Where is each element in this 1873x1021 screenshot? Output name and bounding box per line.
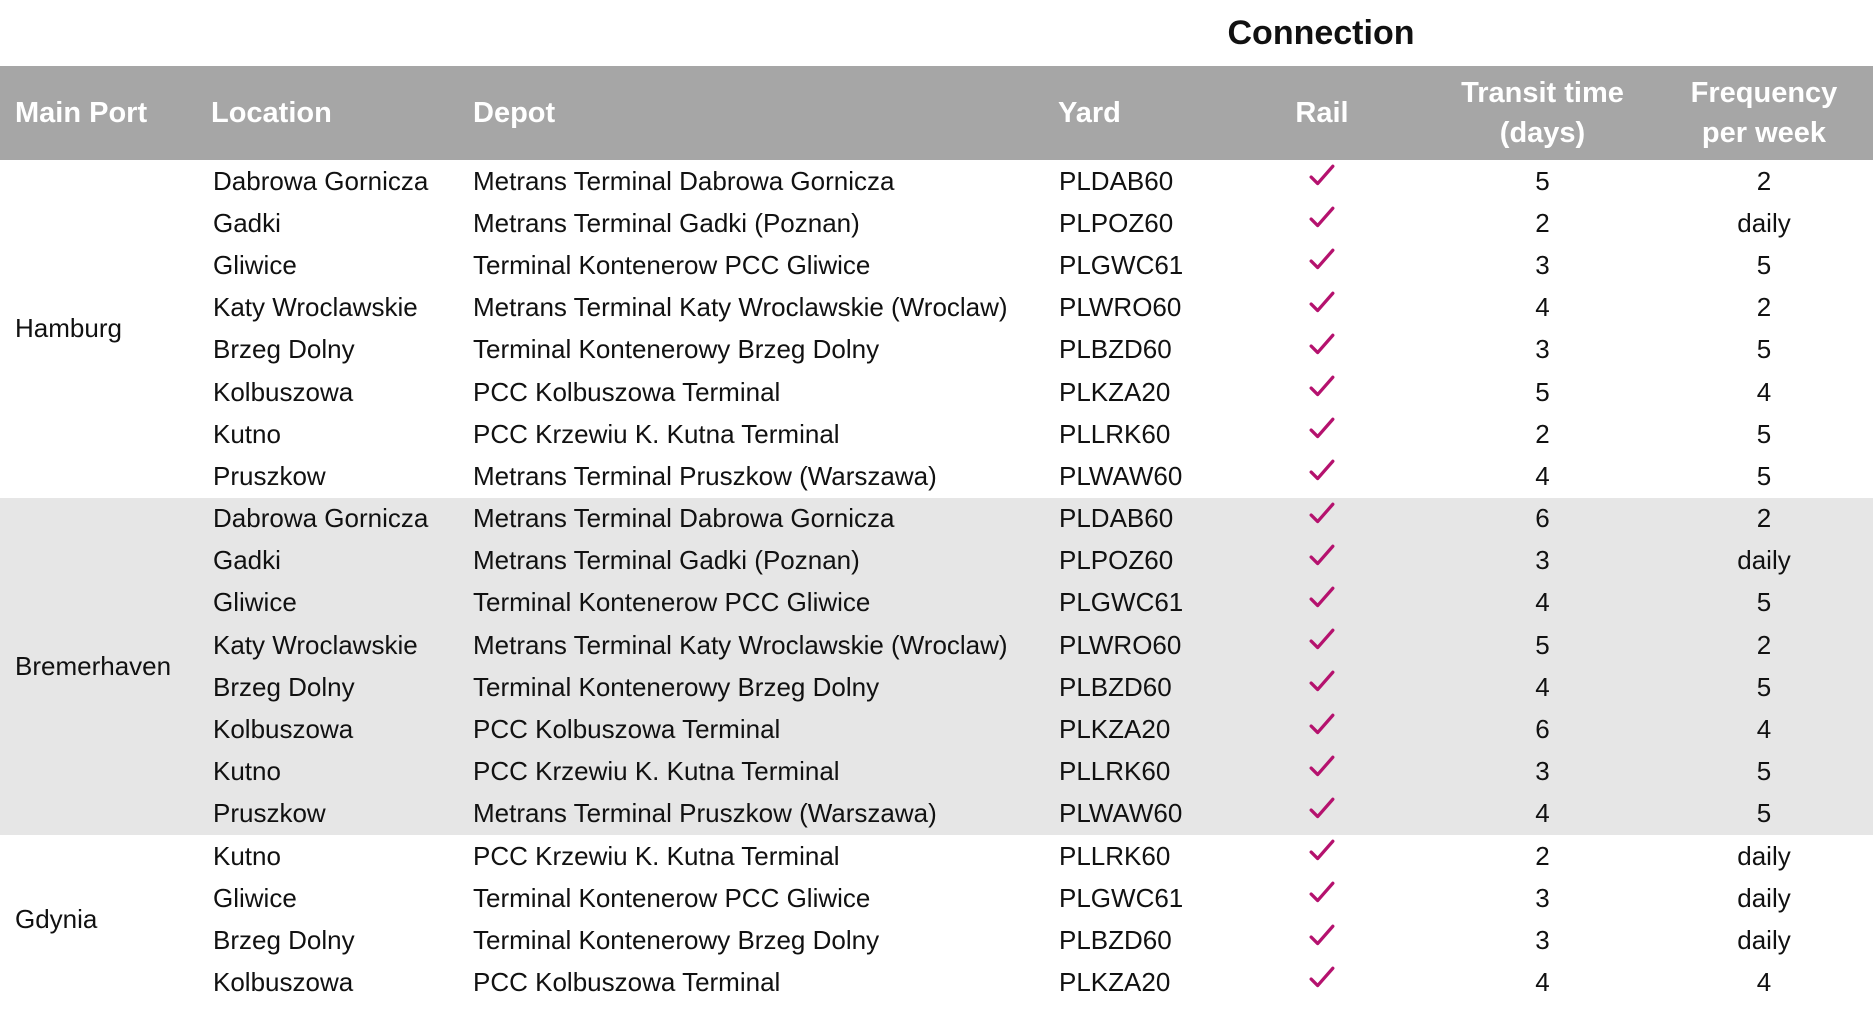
table-row (0, 413, 1873, 455)
table-row (0, 920, 1873, 962)
header-frequency (1655, 66, 1873, 160)
rail-cell (1252, 624, 1392, 666)
frequency-cell: 5 (1756, 249, 1772, 280)
frequency-cell: 5 (1756, 756, 1772, 787)
rail-cell (1252, 835, 1392, 877)
depot-cell: Metrans Terminal Katy Wroclawskie (Wroclaw) (473, 629, 1008, 660)
rail-cell (1252, 202, 1392, 244)
frequency-cell: daily (1737, 840, 1791, 871)
header-main-port: Main Port (15, 97, 148, 129)
table-row (0, 793, 1873, 835)
table-row (0, 287, 1873, 329)
yard-cell: PLLRK60 (1059, 418, 1171, 449)
rail-cell (1252, 498, 1392, 540)
rail-cell (1252, 244, 1392, 286)
check-icon (1309, 838, 1335, 864)
yard-cell: PLWAW60 (1059, 798, 1183, 829)
table-row (0, 455, 1873, 497)
rail-cell (1252, 329, 1392, 371)
depot-cell: Terminal Kontenerowy Brzeg Dolny (473, 925, 880, 956)
transit-time-cell: 2 (1535, 418, 1550, 449)
check-icon (1309, 585, 1335, 611)
location-cell: Dabrowa Gornicza (213, 165, 429, 196)
frequency-cell: daily (1737, 925, 1791, 956)
table-row (0, 962, 1873, 1004)
depot-cell: PCC Kolbuszowa Terminal (473, 967, 781, 998)
transit-time-cell: 4 (1535, 967, 1550, 998)
transit-time-cell: 6 (1535, 714, 1550, 745)
depot-cell: Metrans Terminal Katy Wroclawskie (Wroclaw) (473, 292, 1008, 323)
frequency-cell: 5 (1756, 334, 1772, 365)
check-icon (1309, 796, 1335, 822)
connection-super-header: Connection (1212, 0, 1430, 68)
yard-cell: PLBZD60 (1059, 925, 1172, 956)
check-icon (1309, 627, 1335, 653)
rail-cell (1252, 413, 1392, 455)
yard-cell: PLPOZ60 (1059, 545, 1174, 576)
yard-cell: PLWRO60 (1059, 292, 1182, 323)
transit-time-cell: 5 (1535, 629, 1550, 660)
rail-cell (1252, 666, 1392, 708)
frequency-cell: 5 (1756, 798, 1772, 829)
yard-cell: PLDAB60 (1059, 165, 1174, 196)
table-row (0, 751, 1873, 793)
yard-cell: PLKZA20 (1059, 376, 1171, 407)
header-transit-line1: Transit time (1461, 77, 1624, 109)
rail-cell (1252, 962, 1392, 1004)
table-row (0, 160, 1873, 202)
transit-time-cell: 2 (1535, 207, 1550, 238)
table-header-row (0, 66, 1873, 160)
check-icon (1309, 501, 1335, 527)
port-group (0, 835, 1873, 1004)
rail-cell (1252, 793, 1392, 835)
transit-time-cell: 5 (1535, 165, 1550, 196)
location-cell: Pruszkow (213, 460, 326, 491)
location-cell: Kolbuszowa (213, 967, 354, 998)
depot-cell: Terminal Kontenerow PCC Gliwice (473, 249, 871, 280)
location-cell: Gadki (213, 207, 281, 238)
table-row (0, 877, 1873, 919)
location-cell: Gliwice (213, 249, 297, 280)
table-row (0, 540, 1873, 582)
table-row (0, 244, 1873, 286)
location-cell: Kolbuszowa (213, 714, 354, 745)
rail-cell (1252, 371, 1392, 413)
header-location: Location (211, 97, 332, 129)
frequency-cell: 2 (1756, 165, 1772, 196)
rail-cell (1252, 540, 1392, 582)
check-icon (1309, 332, 1335, 358)
yard-cell: PLDAB60 (1059, 503, 1174, 534)
table-row (0, 582, 1873, 624)
depot-cell: Terminal Kontenerow PCC Gliwice (473, 882, 871, 913)
frequency-cell: 2 (1756, 292, 1772, 323)
frequency-cell: 5 (1756, 460, 1772, 491)
depot-cell: Metrans Terminal Dabrowa Gornicza (473, 165, 895, 196)
transit-time-cell: 3 (1535, 545, 1550, 576)
depot-cell: PCC Kolbuszowa Terminal (473, 376, 781, 407)
check-icon (1309, 416, 1335, 442)
depot-cell: Metrans Terminal Dabrowa Gornicza (473, 503, 895, 534)
frequency-cell: 5 (1756, 418, 1772, 449)
main-port-cell: Bremerhaven (15, 650, 172, 681)
check-icon (1309, 923, 1335, 949)
frequency-cell: 4 (1756, 376, 1772, 407)
depot-cell: Terminal Kontenerowy Brzeg Dolny (473, 671, 880, 702)
rail-cell (1252, 455, 1392, 497)
check-icon (1309, 712, 1335, 738)
yard-cell: PLKZA20 (1059, 714, 1171, 745)
check-icon (1309, 754, 1335, 780)
transit-time-cell: 4 (1535, 587, 1550, 618)
location-cell: Kutno (213, 840, 281, 871)
frequency-cell: daily (1737, 882, 1791, 913)
frequency-cell: 2 (1756, 629, 1772, 660)
rail-cell (1252, 160, 1392, 202)
location-cell: Brzeg Dolny (213, 925, 355, 956)
transit-time-cell: 3 (1535, 249, 1550, 280)
rail-cell (1252, 287, 1392, 329)
frequency-cell: 2 (1756, 503, 1772, 534)
yard-cell: PLWAW60 (1059, 460, 1183, 491)
transit-time-cell: 3 (1535, 756, 1550, 787)
transit-time-cell: 3 (1535, 882, 1550, 913)
depot-cell: Metrans Terminal Pruszkow (Warszawa) (473, 798, 937, 829)
yard-cell: PLKZA20 (1059, 967, 1171, 998)
frequency-cell: daily (1737, 545, 1791, 576)
rail-cell (1252, 920, 1392, 962)
yard-cell: PLWRO60 (1059, 629, 1182, 660)
location-cell: Gliwice (213, 882, 297, 913)
depot-cell: Terminal Kontenerow PCC Gliwice (473, 587, 871, 618)
frequency-cell: 5 (1756, 671, 1772, 702)
port-group (0, 160, 1873, 498)
header-frequency-line1: Frequency (1690, 77, 1838, 109)
location-cell: Brzeg Dolny (213, 334, 355, 365)
rail-cell (1252, 582, 1392, 624)
header-frequency-line2: per week (1701, 117, 1827, 149)
depot-cell: Metrans Terminal Gadki (Poznan) (473, 545, 860, 576)
transit-time-cell: 4 (1535, 671, 1550, 702)
check-icon (1309, 205, 1335, 231)
yard-cell: PLGWC61 (1059, 587, 1184, 618)
main-port-cell: Gdynia (15, 904, 98, 935)
header-rail: Rail (1295, 97, 1349, 129)
rail-cell (1252, 709, 1392, 751)
table-row (0, 202, 1873, 244)
header-transit-time (1430, 66, 1655, 160)
frequency-cell: 5 (1756, 587, 1772, 618)
check-icon (1309, 543, 1335, 569)
transit-time-cell: 4 (1535, 798, 1550, 829)
table-row (0, 498, 1873, 540)
port-group (0, 498, 1873, 836)
depot-cell: Metrans Terminal Gadki (Poznan) (473, 207, 860, 238)
location-cell: Brzeg Dolny (213, 671, 355, 702)
depot-cell: PCC Krzewiu K. Kutna Terminal (473, 418, 840, 449)
depot-cell: Metrans Terminal Pruszkow (Warszawa) (473, 460, 937, 491)
table-row (0, 835, 1873, 877)
transit-time-cell: 6 (1535, 503, 1550, 534)
check-icon (1309, 458, 1335, 484)
header-yard: Yard (1058, 97, 1121, 129)
location-cell: Dabrowa Gornicza (213, 503, 429, 534)
table-row (0, 709, 1873, 751)
yard-cell: PLBZD60 (1059, 334, 1172, 365)
check-icon (1309, 247, 1335, 273)
table-row (0, 666, 1873, 708)
header-depot: Depot (473, 97, 556, 129)
location-cell: Katy Wroclawskie (213, 629, 418, 660)
depot-cell: PCC Krzewiu K. Kutna Terminal (473, 756, 840, 787)
yard-cell: PLGWC61 (1059, 882, 1184, 913)
check-icon (1309, 965, 1335, 991)
transit-time-cell: 5 (1535, 376, 1550, 407)
table-row (0, 329, 1873, 371)
main-port-cell: Hamburg (15, 313, 122, 344)
rail-cell (1252, 877, 1392, 919)
rail-cell (1252, 751, 1392, 793)
location-cell: Katy Wroclawskie (213, 292, 418, 323)
location-cell: Pruszkow (213, 798, 326, 829)
transit-time-cell: 4 (1535, 460, 1550, 491)
transit-time-cell: 3 (1535, 925, 1550, 956)
frequency-cell: 4 (1756, 714, 1772, 745)
frequency-cell: daily (1737, 207, 1791, 238)
transit-time-cell: 4 (1535, 292, 1550, 323)
frequency-cell: 4 (1756, 967, 1772, 998)
yard-cell: PLLRK60 (1059, 756, 1171, 787)
header-transit-line2: (days) (1499, 117, 1586, 149)
location-cell: Kolbuszowa (213, 376, 354, 407)
yard-cell: PLGWC61 (1059, 249, 1184, 280)
transit-time-cell: 3 (1535, 334, 1550, 365)
table-row (0, 624, 1873, 666)
depot-cell: Terminal Kontenerowy Brzeg Dolny (473, 334, 880, 365)
check-icon (1309, 374, 1335, 400)
depot-cell: PCC Kolbuszowa Terminal (473, 714, 781, 745)
table-row (0, 371, 1873, 413)
check-icon (1309, 163, 1335, 189)
location-cell: Gliwice (213, 587, 297, 618)
check-icon (1309, 880, 1335, 906)
yard-cell: PLBZD60 (1059, 671, 1172, 702)
check-icon (1309, 290, 1335, 316)
location-cell: Kutno (213, 418, 281, 449)
location-cell: Kutno (213, 756, 281, 787)
depot-cell: PCC Krzewiu K. Kutna Terminal (473, 840, 840, 871)
location-cell: Gadki (213, 545, 281, 576)
yard-cell: PLLRK60 (1059, 840, 1171, 871)
transit-time-cell: 2 (1535, 840, 1550, 871)
check-icon (1309, 669, 1335, 695)
yard-cell: PLPOZ60 (1059, 207, 1174, 238)
